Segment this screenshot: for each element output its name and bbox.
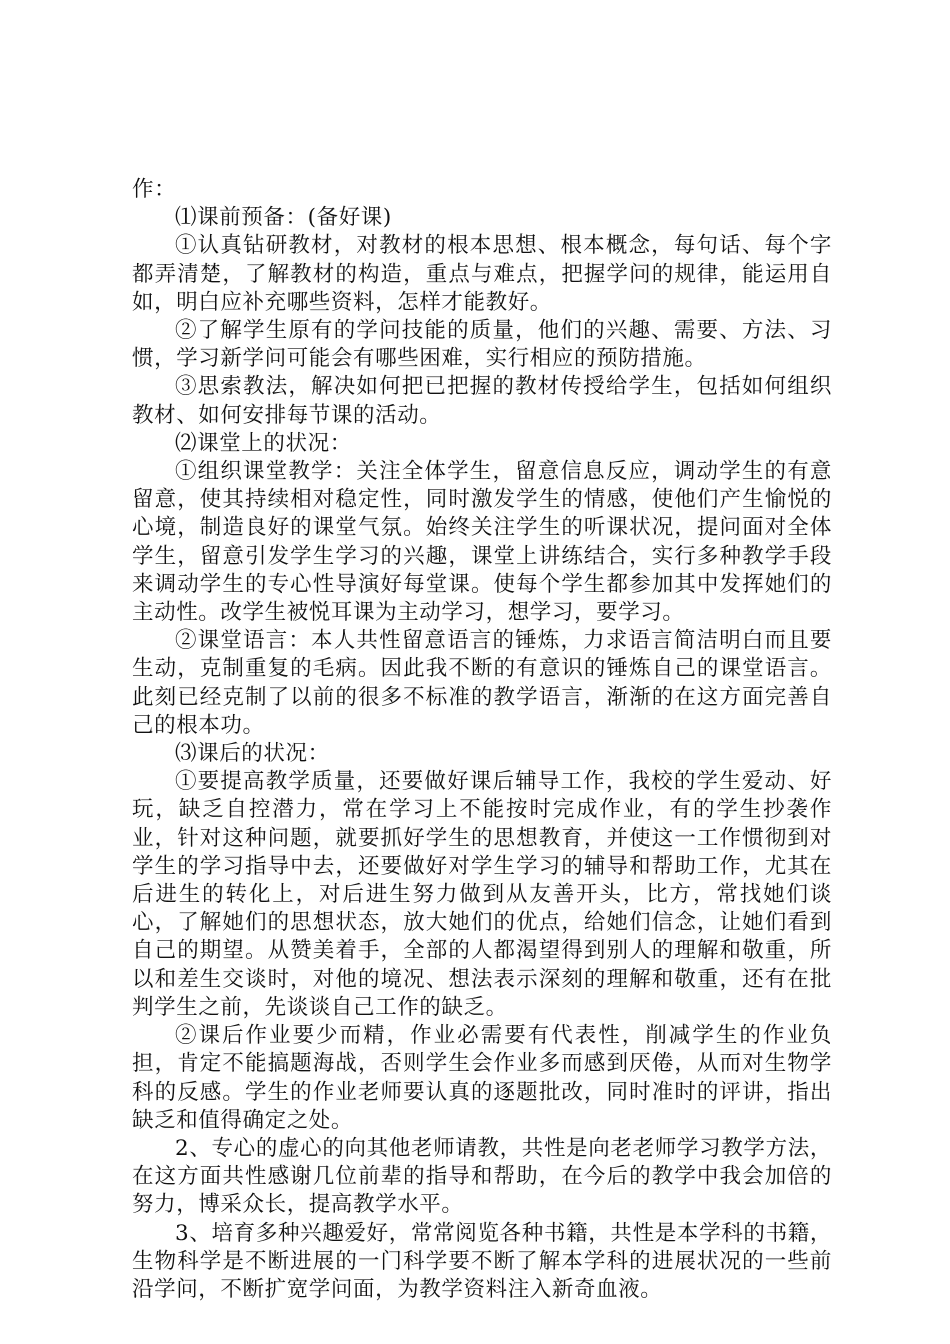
document-body [132, 176, 832, 1304]
paragraph-organize-teaching: ①组织课堂教学：关注全体学生，留意信息反应，调动学生的有意留意，使其持续相对稳定性，同时激发学生的情感，使他们产生愉悦的心境，制造良好的课堂气氛。始终关注学生的听课状况，提问面对全体学生，留意引发学生学习的兴趣，课堂上讲练结合，实行多种教学手段来调动学生的专心性导演好每堂课。使每个学生都参加其中发挥她们的主动性。改学生被悦耳课为主动学习，想学习，要学习。 [132, 459, 832, 626]
paragraph-homework: ②课后作业要少而精，作业必需要有代表性，削减学生的作业负担，肯定不能搞题海战，否则学生会作业多而感到厌倦，从而对生物学科的反感。学生的作业老师要认真的逐题批改，同时准时的评讲，指出缺乏和值得确定之处。 [132, 1023, 832, 1133]
paragraph-cultivate-interests: 3、培育多种兴趣爱好，常常阅览各种书籍，共性是本学科的书籍，生物科学是不断进展的一门科学要不断了解本学科的进展状况的一些前沿学问，不断扩宽学问面，为教学资料注入新奇血液。 [132, 1220, 832, 1302]
paragraph-classroom-language: ②课堂语言：本人共性留意语言的锤炼，力求语言简洁明白而且要生动，克制重复的毛病。因此我不断的有意识的锤炼自己的课堂语言。此刻已经克制了以前的很多不标准的教学语言，渐渐的在这方面完善自己的根本功。 [132, 628, 832, 738]
heading-in-class: ⑵课堂上的状况： [175, 430, 352, 456]
paragraph-continuation: 作： [132, 177, 177, 202]
paragraph-study-materials: ①认真钻研教材，对教材的根本思想、根本概念，每句话、每个字都弄清楚，了解教材的构造，重点与难点，把握学问的规律，能运用自如，明白应补充哪些资料，怎样才能教好。 [132, 233, 832, 315]
paragraph-after-class-tutoring: ①要提高教学质量，还要做好课后辅导工作，我校的学生爱动、好玩，缺乏自控潜力，常在学习上不能按时完成作业，有的学生抄袭作业，针对这种问题，就要抓好学生的思想教育，并使这一工作惯彻到对学生的学习指导中去，还要做好对学生学习的辅导和帮助工作，尤其在后进生的转化上，对后进生努力做到从友善开头，比方，常找她们谈心，了解她们的思想状态，放大她们的优点，给她们信念，让她们看到自己的期望。从赞美着手，全部的人都渴望得到别人的理解和敬重，所以和差生交谈时，对他的境况、想法表示深刻的理解和敬重，还有在批判学生之前，先谈谈自己工作的缺乏。 [132, 769, 832, 1020]
paragraph-understand-students: ②了解学生原有的学问技能的质量，他们的兴趣、需要、方法、习惯，学习新学问可能会有哪些困难，实行相应的预防措施。 [132, 318, 832, 372]
heading-after-class: ⑶课后的状况： [175, 741, 330, 767]
paragraph-teaching-methods: ③思索教法，解决如何把已把握的教材传授给学生，包括如何组织教材、如何安排每节课的活动。 [132, 374, 832, 428]
paragraph-learn-from-teachers: 2、专心的虚心的向其他老师请教，共性是向老老师学习教学方法，在这方面共性感谢几位前辈的指导和帮助，在今后的教学中我会加倍的努力，博采众长，提高教学水平。 [132, 1135, 832, 1218]
heading-pre-class-preparation: ⑴课前预备：(备好课) [175, 205, 392, 231]
